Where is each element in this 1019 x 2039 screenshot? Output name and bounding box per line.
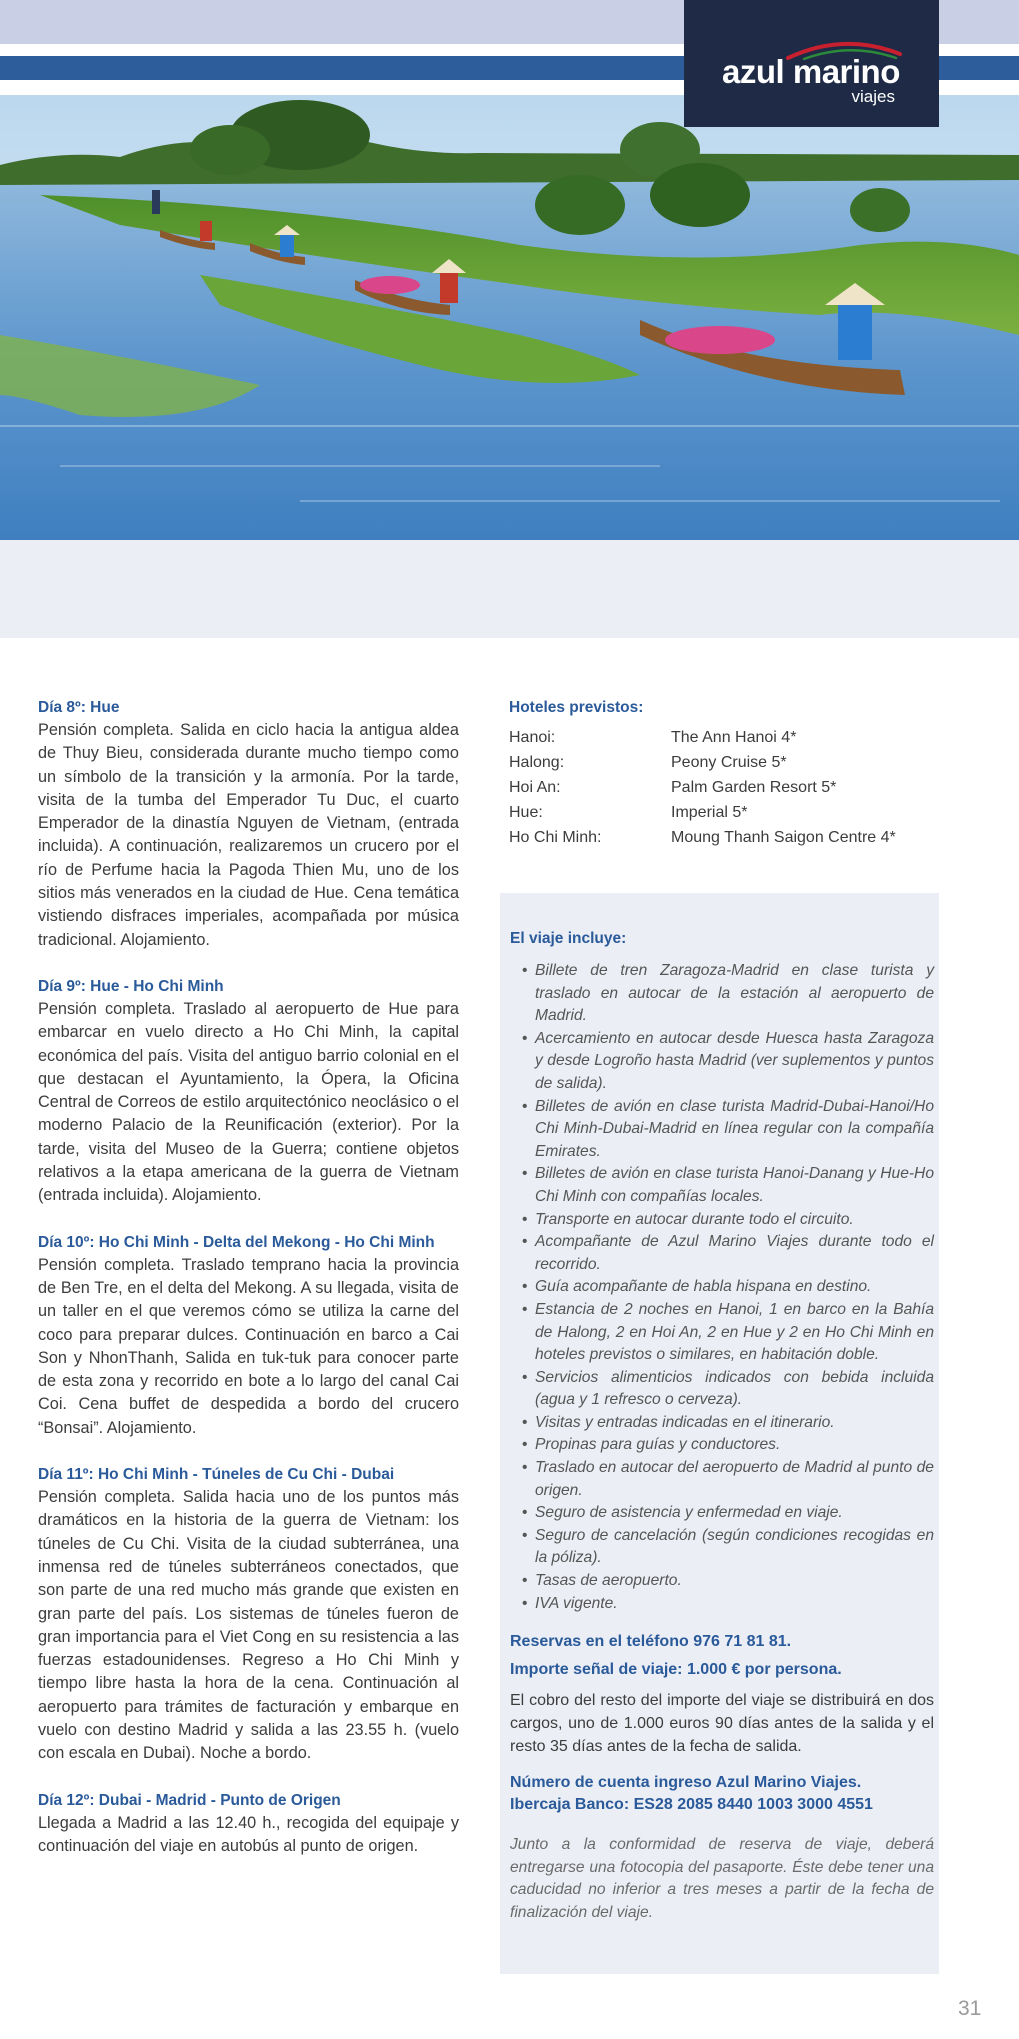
- day-10-title: Día 10º: Ho Chi Minh - Delta del Mekong - Ho Chi Minh: [38, 1233, 435, 1251]
- list-item: • Acompañante de Azul Marino Viajes durante todo el recorrido.: [510, 1231, 934, 1276]
- page-number: 31: [958, 1997, 982, 2020]
- hotel-name: The Ann Hanoi 4*: [671, 729, 797, 746]
- day-9-title: Día 9º: Hue - Ho Chi Minh: [38, 977, 224, 995]
- list-item: • Seguro de cancelación (según condiciones recogidas en la póliza).: [510, 1525, 934, 1570]
- booking-phone: Reservas en el teléfono 976 71 81 81.: [510, 1633, 792, 1651]
- day-8-title: Día 8º: Hue: [38, 699, 120, 716]
- list-item: • Seguro de asistencia y enfermedad en viaje.: [510, 1502, 934, 1525]
- account-number: Ibercaja Banco: ES28 2085 8440 1003 3000 4551: [510, 1796, 873, 1814]
- day-12-text: Llegada a Madrid a las 12.40 h., recogida del equipaje y continuación del viaje en autobús al punto de origen.: [38, 1813, 459, 1855]
- logo-wordmark: azul marino: [722, 53, 900, 90]
- includes-title: El viaje incluye:: [510, 930, 627, 947]
- includes-box: [500, 893, 939, 1974]
- hotel-city: Hanoi:: [509, 729, 556, 746]
- list-item: • Estancia de 2 noches en Hanoi, 1 en barco en la Bahía de Halong, 2 en Hoi An, 2 en Hue y 2 en Ho Chi Minh en hoteles previstos o similares, en habitación doble.: [510, 1299, 934, 1367]
- list-item: • Billete de tren Zaragoza-Madrid en clase turista y traslado en autocar de la estación al aeropuerto de Madrid.: [510, 960, 934, 1028]
- hotel-row: [509, 750, 941, 775]
- account-title: Número de cuenta ingreso Azul Marino Viajes.: [510, 1774, 862, 1792]
- list-item: • Billetes de avión en clase turista Hanoi-Danang y Hue-Ho Chi Minh con compañías locales.: [510, 1163, 934, 1208]
- list-item: • Propinas para guías y conductores.: [510, 1434, 934, 1457]
- passport-note: Junto a la conformidad de reserva de viaje, deberá entregarse una fotocopia del pasaporte. Éste debe tener una caducidad no inferior a tres meses a partir de la fecha de finalización del viaje.: [510, 1836, 934, 1921]
- list-item: • Billetes de avión en clase turista Madrid-Dubai-Hanoi/Ho Chi Minh-Dubai-Madrid en línea regular con la compañía Emirates.: [510, 1096, 934, 1164]
- list-item: • Acercamiento en autocar desde Huesca hasta Zaragoza y desde Logroño hasta Madrid (ver suplementos y puntos de salida).: [510, 1028, 934, 1096]
- day-12-title: Día 12º: Dubai - Madrid - Punto de Origen: [38, 1791, 341, 1809]
- list-item: • IVA vigente.: [510, 1593, 934, 1616]
- includes-content: [510, 928, 934, 1925]
- list-item: • Transporte en autocar durante todo el circuito.: [510, 1209, 934, 1232]
- includes-list: [510, 960, 934, 1615]
- booking-deposit: Importe señal de viaje: 1.000 € por persona.: [510, 1661, 842, 1679]
- hotel-city: Hue:: [509, 804, 543, 821]
- hotels-title: Hoteles previstos:: [509, 699, 644, 716]
- itinerary-column: [38, 697, 459, 1882]
- logo-subtitle: viajes: [851, 87, 895, 106]
- mekong-boats-illustration: [0, 95, 1019, 540]
- list-item: • Traslado en autocar del aeropuerto de Madrid al punto de origen.: [510, 1457, 934, 1502]
- list-item: • Guía acompañante de habla hispana en destino.: [510, 1276, 934, 1299]
- hotel-name: Imperial 5*: [671, 804, 748, 821]
- day-11-text: Pensión completa. Salida hacia uno de los puntos más dramáticos en la historia de la guerra de Vietnam: los túneles de Cu Chi. Visita de la ciudad subterránea, una inmensa red de túneles subterráneos conectados, que son parte de una red mucho más grande que existen en gran parte del país. Los sistemas de túneles fueron de gran importancia para el Viet Cong en su resistencia a las fuerzas estadounidenses. Regreso a Ho Chi Minh y tiempo libre hasta la hora de la cena. Continuación al aeropuerto para trámites de facturación y embarque en vuelo con destino Madrid y salida a las 23.55 h. (vuelo con escala en Dubai). Noche a bordo.: [38, 1488, 459, 1763]
- hotel-city: Hoi An:: [509, 779, 561, 796]
- day-10-text: Pensión completa. Traslado temprano hacia la provincia de Ben Tre, en el delta del Mekong. A su llegada, visita de un taller en el que veremos cómo se utiliza la carne del coco para preparar dulces. Continuación en barco a Cai Son y NhonThanh, Salida en tuk-tuk para conocer parte de esta zona y recorrido en bote a lo largo del canal Cai Coi. Cena buffet de despedida a bordo del crucero “Bonsai”. Alojamiento.: [38, 1255, 459, 1437]
- list-item: • Tasas de aeropuerto.: [510, 1570, 934, 1593]
- hero-photo: [0, 95, 1019, 540]
- hotel-row: [509, 800, 941, 825]
- hotel-name: Peony Cruise 5*: [671, 754, 787, 771]
- hotels-section: [509, 697, 941, 850]
- list-item: • Visitas y entradas indicadas en el itinerario.: [510, 1412, 934, 1435]
- booking-payment-text: El cobro del resto del importe del viaje se distribuirá en dos cargos, uno de 1.000 euros 90 días antes de la salida y el resto 35 días antes de la fecha de salida.: [510, 1692, 934, 1756]
- day-8-text: Pensión completa. Salida en ciclo hacia la antigua aldea de Thuy Bieu, considerada durante mucho tiempo como un símbolo de la transición y la armonía. Por la tarde, visita de la tumba del Emperador Tu Duc, el cuarto Emperador de la dinastía Nguyen de Vietnam, (entrada incluida). A continuación, realizaremos un crucero por el río de Perfume hacia la Pagoda Thien Mu, uno de los sitios más venerados en la ciudad de Hue. Cena temática vistiendo disfraces imperiales, acompañada por música tradicional. Alojamiento.: [38, 721, 459, 949]
- photo-bottom-panel: [0, 540, 1019, 638]
- hotel-name: Moung Thanh Saigon Centre 4*: [671, 829, 896, 846]
- hotel-city: Ho Chi Minh:: [509, 829, 602, 846]
- hotel-row: [509, 775, 941, 800]
- hotel-name: Palm Garden Resort 5*: [671, 779, 837, 796]
- day-9-text: Pensión completa. Traslado al aeropuerto de Hue para embarcar en vuelo directo a Ho Chi Minh, la capital económica del país. Visita del antiguo barrio colonial en el que destacan el Ayuntamiento, la Ópera, la Oficina Central de Correos de estilo arquitectónico neoclásico o el moderno Palacio de la Reunificación (exterior). Por la tarde, visita del Museo de la Guerra; contiene objetos relativos a la etapa americana de la guerra de Vietnam (entrada incluida). Alojamiento.: [38, 999, 459, 1205]
- hotel-row: [509, 825, 941, 850]
- day-11-title: Día 11º: Ho Chi Minh - Túneles de Cu Chi - Dubai: [38, 1466, 395, 1484]
- brand-logo: [684, 0, 939, 127]
- hotel-city: Halong:: [509, 754, 565, 771]
- hotel-row: [509, 725, 941, 750]
- list-item: • Servicios alimenticios indicados con bebida incluida (agua y 1 refresco o cerveza).: [510, 1367, 934, 1412]
